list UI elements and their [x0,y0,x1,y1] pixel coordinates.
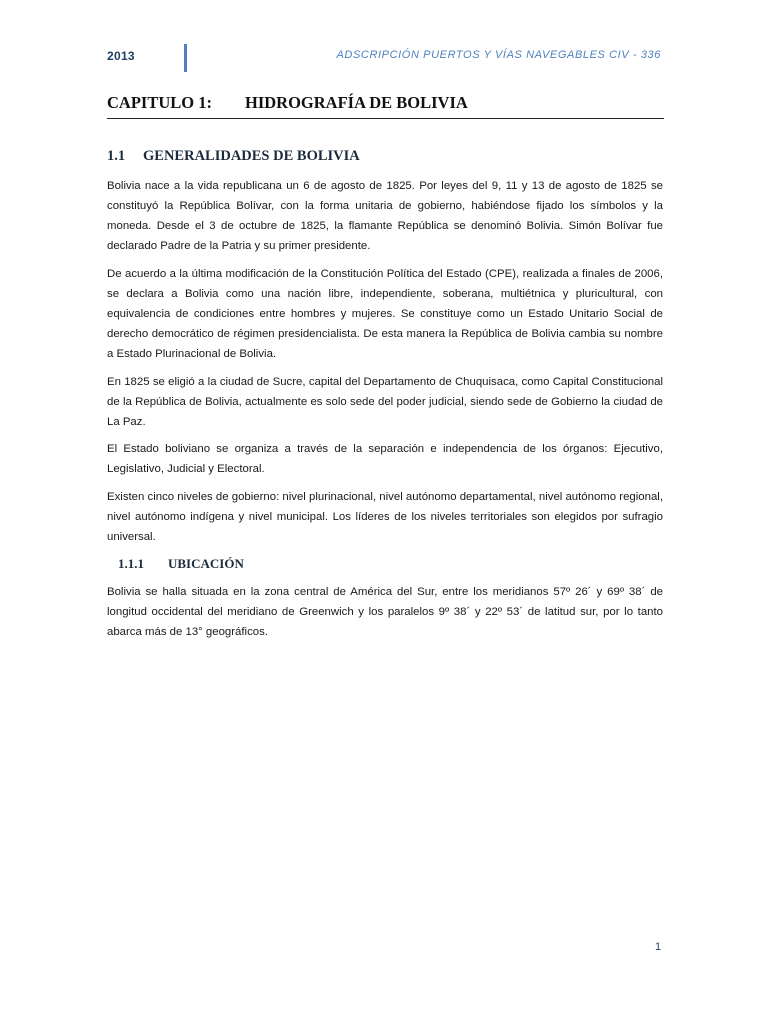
body-paragraph: Existen cinco niveles de gobierno: nivel plurinacional, nivel autónomo departamental, nivel autónomo regional, nivel autónomo indígena y nivel municipal. Los líderes de los niveles territoriales son elegidos por sufragio universal. [107,491,663,543]
section-number: 1.1 [107,148,126,164]
body-paragraph: Bolivia se halla situada en la zona central de América del Sur, entre los meridianos 57º 26´ y 69º 38´ de longitud occidental del meridiano de Greenwich y los paralelos 9º 38´ y 22º 53´ de latitud sur, por lo tanto abarca más de 13° geográficos. [107,586,663,638]
chapter-number: CAPITULO 1: [107,93,212,112]
body-paragraph: En 1825 se eligió a la ciudad de Sucre, capital del Departamento de Chuquisaca, como Capital Constitucional de la República de Bolivia, actualmente es solo sede del poder judicial, siendo sede de Gobierno la ciudad de La Paz. [107,376,663,428]
header-divider [184,44,187,72]
subsection-title: UBICACIÓN [168,556,244,571]
section-title: GENERALIDADES DE BOLIVIA [143,148,360,164]
chapter-heading [107,93,664,119]
header-document-title: ADSCRIPCIÓN PUERTOS Y VÍAS NAVEGABLES CIV - 336 [336,49,661,61]
body-paragraph: Bolivia nace a la vida republicana un 6 de agosto de 1825. Por leyes del 9, 11 y 13 de agosto de 1825 se constituyó la República Bolívar, con la forma unitaria de gobierno, habiéndose fijado los símbolos y la moneda. Desde el 3 de octubre de 1825, la flamante República se denominó Bolivia. Simón Bolívar fue declarado Padre de la Patria y su primer presidente. [107,180,663,252]
page-number: 1 [655,941,662,953]
header-year: 2013 [107,49,135,63]
chapter-title: HIDROGRAFÍA DE BOLIVIA [245,93,468,112]
body-paragraph: De acuerdo a la última modificación de la Constitución Política del Estado (CPE), realizada a finales de 2006, se declara a Bolivia como una nación libre, independiente, soberana, multiétnica y pluricultural, con equivalencia de condiciones entre hombres y mujeres. Se constituye como un Estado Unitario Social de derecho democrático de régimen presidencialista. De esta manera la República de Bolivia cambia su nombre a Estado Plurinacional de Bolivia. [107,268,663,360]
subsection-number: 1.1.1 [118,556,144,571]
body-paragraph: El Estado boliviano se organiza a través de la separación e independencia de los órganos: Ejecutivo, Legislativo, Judicial y Electoral. [107,443,663,475]
subsection-heading [118,556,244,572]
section-heading [107,148,360,165]
